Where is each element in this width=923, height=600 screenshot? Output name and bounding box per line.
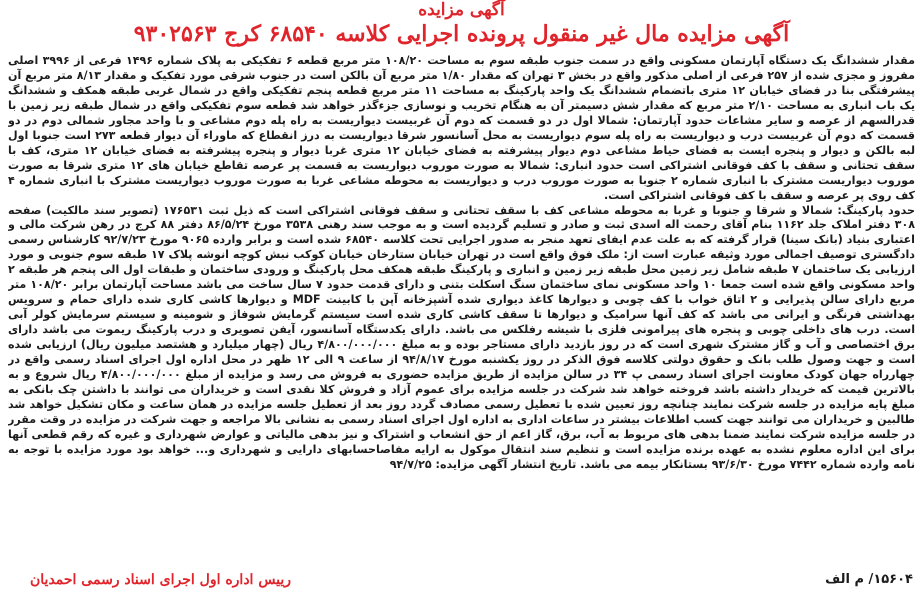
notice-subtitle: آگهی مزایده مال غیر منقول پرونده اجرایی کلاسه ۶۸۵۴۰ کرج ۹۳۰۲۵۶۳ (133, 21, 790, 47)
notice-reference-code: ۱۵۶۰۴/ م الف (825, 572, 913, 587)
notice-paragraph-property: مقدار ششدانگ یک دستگاه آپارتمان مسکونی واقع در سمت جنوب طبقه سوم به مساحت ۱۰۸/۲۰ متر مربع قطعه ۶ تفکیکی به پلاک شماره ۱۴۹۶ فرعی از ۳۹۹۶ اصلی مفروز و مجزی شده از ۲۵۷ فرعی از اصلی مذکور واقع در بخش ۳ تهران که مقدار ۱/۸۰ متر مربع آن بالکن است در جنوب شرقی مورد تفکیک و مقدار ۸/۱۳ متر مربع آن پیشرفتگی بنا در فضای خیابان ۱۲ متری باتضمام ششدانگ یک واحد پارکینگ به مساحت ۱۱ متر مربع قطعه پنجم تفکیکی واقع در شمال غربی طبقه همکف و ششدانگ یک باب انباری به مساحت ۲/۱۰ متر مربع که مقدار شش دسیمتر آن به هنگام تخریب و نوسازی جزءگذر خواهد شد قطعه سوم تفکیکی واقع در شمال طبقه زیر زمین با قدرالسهم از عرصه و سایر مشاعات حدود آپارتمان: شمالا اول در دو قسمت که دوم آن غربیست دیواریست به راه پله دوم مشاعی و با واحد مجاور شمالی دوم در دو قسمت که دوم آن غربیست درب و دیواریست به راه پله سوم دیواریست به محل آسانسور شرقا دیواریست به درز انقطاع که ماوراء آن دیوار قطعه ۲۷۳ است جنوبا اول لبه بالکن و دیوار و پنجره ایست به فضای حیاط مشاعی دوم دیوار پیشرفته به فضای خیابان ۱۲ متری غربا دیوار و پنجره پیشرفته به فضای خیابان ۱۲ متری، کف با سقف تحتانی و سقف با کف فوقانی اشتراکی است حدود انباری: شمالا به صورت موروب دیواریست به قسمت پر عرصه تقاطع خیابان های ۱۲ متری شرقا به صورت موروب دیواریست مشترک با انباری شماره ۲ جنوبا به صورت موروب درب و دیواریست به محوطه مشاعی غربا به صورت موروب دیواریست مشترک با انباری شماره ۴ کف روی پر عرصه و سقف با کف فوقانی اشتراکی است. (8, 54, 915, 202)
notice-body (8, 54, 915, 564)
notice-signature: رییس اداره اول اجرای اسناد رسمی احمدیان (30, 572, 292, 588)
notice-paragraph-details: حدود پارکینگ: شمالا و شرقا و جنوبا و غربا به محوطه مشاعی کف با سقف تحتانی و سقف فوقانی اشتراکی است که ذیل ثبت ۱۷۶۵۳۱ (تصویر سند مالکیت) صفحه ۳۰۸ دفتر املاک جلد ۱۱۶۲ بنام آقای رحمت اله اسدی ثبت و صادر و تسلیم گردیده است و به موجب سند رهنی ۳۵۳۸ مورخ ۸۶/۵/۲۴ دفتر ۸۸ کرج در رهن شرکت مالی و اعتباری بنیاد (بانک سینا) قرار گرفته که به علت عدم ایفای تعهد منجر به صدور اجرایی تحت کلاسه ۶۸۵۴۰ شده است و برابر وارده ۹۰۶۵ مورخ ۹۲/۷/۲۳ کارشناس رسمی دادگستری توصیف اجمالی مورد وثیقه عبارت است از: ملک فوق واقع است در تهران خیابان ستارخان خیابان کوکب نبش کوچه انوشه پلاک ۱۷ طبقه سوم جنوبی و مورد ارزیابی یک ساختمان ۷ طبقه شامل زیر زمین محل طبقه زیر زمین و انباری و پارکینگ طبقه همکف محل پارکینگ و ورودی ساختمان و طبقات اول الی پنجم هر طبقه ۲ واحد مسکونی واقع شده است جمعا ۱۰ واحد مسکونی نمای ساختمان سنگ اسکلت بتنی و دارای قدمت حدود ۷ سال ساخت می باشد مساحت آپارتمان برابر ۱۰۸/۲۰ متر مربع دارای سالن پذیرایی و ۲ اتاق خواب با کف چوبی و دیوارها کاغذ دیواری شده آشپزخانه آپن با کابینت MDF و دیوارها کاشی کاری شده دارای حمام و سرویس بهداشتی فرنگی و ایرانی می باشد که کف آنها سرامیک و دیوارها تا سقف کاشی کاری شده است سیستم گرمایش شوفاژ و شومینه و سیستم سرمایش کولر آبی است. درب های داخلی چوبی و پنجره های پیرامونی فلزی با شیشه رفلکس می باشد. دارای یکدستگاه آسانسور، آیفن تصویری و درب پارکینگ ریموت می باشد دارای برق اختصاصی و آب و گاز مشترک شهری است که در روز بازدید دارای مستاجر بوده و به مبلغ ۴/۸۰۰/۰۰۰/۰۰۰ ریال (چهار میلیارد و هشتصد میلیون ریال) ارزیابی شده است و جهت وصول طلب بانک و حقوق دولتی کلاسه فوق الذکر در روز یکشنبه مورخ ۹۴/۸/۱۷ از ساعت ۹ الی ۱۲ ظهر در محل اداره اول اجرای اسناد رسمی واقع در چهارراه جهان کودک معاونت اجرای اسناد رسمی پ ۳۴ در سالن مزایده از طریق مزایده حضوری به فروش می رسد و مزایده از مبلغ ۴/۸۰۰/۰۰۰/۰۰۰ ریال شروع و به بالاترین قیمت که خریدار داشته باشد فروخته خواهد شد شرکت در جلسه مزایده برای عموم آزاد و فروش کلا نقدی است و خریداران می توانند با داشتن چک بانکی به مبلغ پایه مزایده در جلسه شرکت نمایند چنانچه روز تعیین شده با تعطیل رسمی مصادف گردد روز بعد از تعطیل جلسه مزایده در همان ساعت و مکان تشکیل خواهد شد طالبین و خریداران می توانند جهت کسب اطلاعات بیشتر در ساعات اداری به اداره اول اجرای اسناد رسمی به نشانی بالا مراجعه و جهت شرکت در مزایده در وقت مقرر در جلسه مزایده شرکت نمایند ضمنا بدهی های مربوط به آب، برق، گاز اعم از حق انشعاب و اشتراک و نیز بدهی مالیاتی و عوارض شهرداری و غیره که رقم قطعی آنها برای این اداره معلوم نشده به عهده برنده مزایده است و تنظیم سند انتقال موکول به ارایه مفاصاحسابهای دارایی و شهرداری و... خواهد بود مورد مزایده با توجه به نامه وارده شماره ۷۴۴۲ مورخ ۹۳/۶/۳۰ بستانکار بیمه می باشد. تاریخ انتشار آگهی مزایده: ۹۴/۷/۲۵ (8, 203, 915, 471)
notice-title: آگهی مزایده (418, 0, 505, 20)
